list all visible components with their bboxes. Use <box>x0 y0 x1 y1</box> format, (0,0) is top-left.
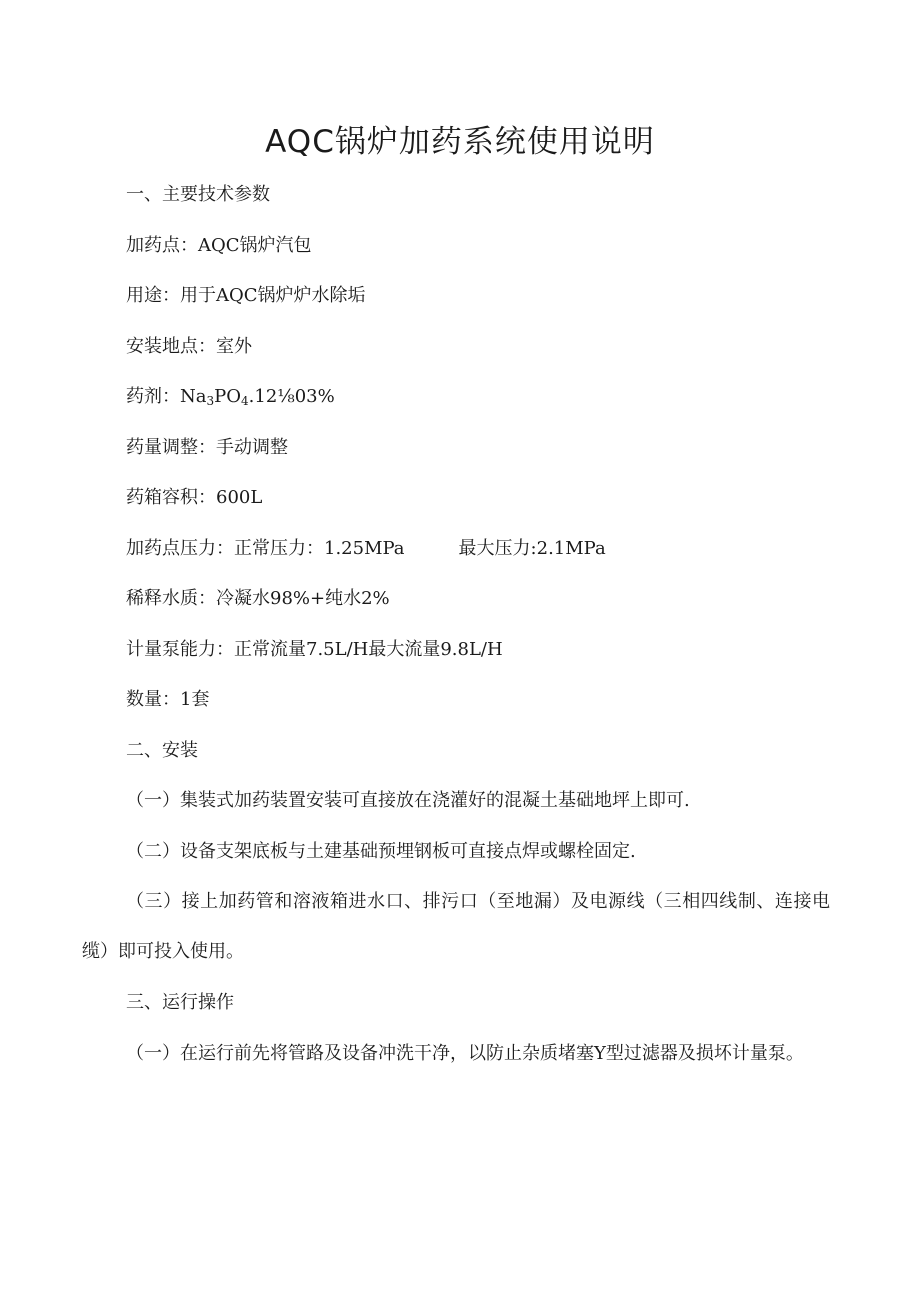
agent-subscript-1: 3 <box>206 394 215 408</box>
install-item-3: （三）接上加药管和溶液箱进水口、排污口（至地漏）及电源线（三相四线制、连接电缆）即可投入使用。 <box>82 891 830 962</box>
section-heading-installation: 二、安装 <box>126 740 198 761</box>
pressure-max: 最大压力:2.1MPa <box>458 538 606 559</box>
section-heading-parameters: 一、主要技术参数 <box>126 184 270 205</box>
param-pump-capacity: 计量泵能力：正常流量7.5L/H最大流量9.8L/H <box>126 639 503 660</box>
param-dose-adjust: 药量调整：手动调整 <box>126 437 288 458</box>
agent-prefix: 药剂：Na <box>126 386 207 407</box>
param-pressure <box>126 537 606 561</box>
agent-suffix: .12⅛03% <box>248 386 335 407</box>
agent-mid: PO <box>214 386 241 407</box>
install-item-2: （二）设备支架底板与土建基础预埋钢板可直接点焊或螺栓固定. <box>126 841 636 862</box>
document-title: AQC锅炉加药系统使用说明 <box>265 124 655 160</box>
section-heading-operation: 三、运行操作 <box>126 992 234 1013</box>
operation-item-1: （一）在运行前先将管路及设备冲洗干净，以防止杂质堵塞Y型过滤器及损坏计量泵。 <box>126 1043 804 1064</box>
param-tank-volume: 药箱容积：600L <box>126 487 263 508</box>
param-dilution-water: 稀释水质：冷凝水98%+纯水2% <box>126 588 390 609</box>
param-purpose: 用途：用于AQC锅炉炉水除垢 <box>126 285 366 306</box>
agent-subscript-2: 4 <box>241 394 249 408</box>
pressure-normal: 加药点压力：正常压力：1.25MPa <box>126 538 405 559</box>
param-agent <box>126 385 335 409</box>
install-item-1: （一）集装式加药装置安装可直接放在浇灌好的混凝土基础地坪上即可. <box>126 790 690 811</box>
param-quantity: 数量：1套 <box>126 689 210 710</box>
param-dosing-point: 加药点：AQC锅炉汽包 <box>126 235 312 256</box>
param-install-location: 安装地点：室外 <box>126 336 252 357</box>
